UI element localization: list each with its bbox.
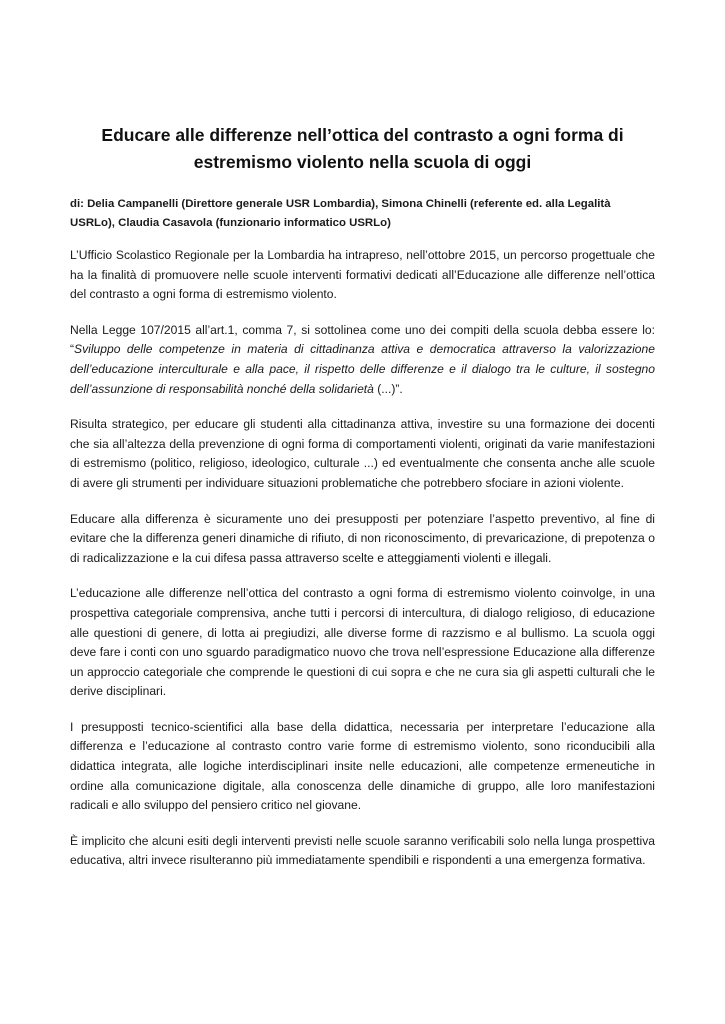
paragraph-6: I presupposti tecnico-scientifici alla base della didattica, necessaria per interpretare l’educazione alla differenza e l’educazione al contrasto contro varie forme di estremismo violento, sono riconducibili alla didattica integrata, alle logiche interdisciplinari insite nelle educazioni, alle competenze ermeneutiche in ordine alla comunicazione digitale, alla conoscenza delle dinamiche di gruppo, alle loro manifestazioni radicali e allo sviluppo del pensiero critico nel giovane. [70,719,655,813]
paragraph-2-end: (...)”. [373,381,403,396]
paragraph-4: Educare alla differenza è sicuramente uno dei presupposti per potenziare l’aspetto preventivo, al fine di evitare che la differenza generi dinamiche di rifiuto, di non riconoscimento, di prevaricazione, di prepotenza o di radicalizzazione e la cui difesa passa attraverso scelte e atteggiamenti violenti e illegali. [70,511,655,565]
document-title [70,122,655,176]
paragraph-3: Risulta strategico, per educare gli studenti alla cittadinanza attiva, investire su una formazione dei docenti che sia all’altezza della prevenzione di ogni forma di comportamenti violenti, originati da varie manifestazioni di estremismo (politico, religioso, ideologico, culturale ...) ed eventualmente che consenta anche alle scuole di avere gli strumenti per individuare situazioni problematiche che potrebbero sfociare in azioni violente. [70,417,655,490]
title-line-1: Educare alle differenze nell’ottica del contrasto a ogni forma di [101,125,624,145]
law-quote: Sviluppo delle competenze in materia di cittadinanza attiva e democratica attraverso la valorizzazione dell’educazione interculturale e alla pace, il rispetto delle differenze e il dialogo tra le culture, il sostegno dell’assunzione di responsabilità nonché della solidarietà [70,342,655,396]
paragraph-2-intro: Nella Legge 107/2015 all’art.1, comma 7, si sottolinea come uno dei compiti della scuola debba essere lo: “ [70,322,655,357]
paragraph-7: È implicito che alcuni esiti degli interventi previsti nelle scuole saranno verificabili solo nella lunga prospettiva educativa, altri invece risulteranno più immediatamente spendibili e rispondenti a una emergenza formativa. [70,833,655,868]
paragraph-5: L’educazione alle differenze nell’ottica del contrasto a ogni forma di estremismo violento coinvolge, in una prospettiva categoriale comprensiva, anche tutti i percorsi di intercultura, di dialogo religioso, di educazione alle questioni di genere, di lotta ai pregiudizi, alle diverse forme di razzismo e al bullismo. La scuola oggi deve fare i conti con uno sguardo paradigmatico nuovo che trova nell’espressione Educazione alla differenze un approccio categoriale che comprende le questioni di cui sopra e che ne cura sia gli aspetti culturali che le derive disciplinari. [70,586,655,699]
paragraph-2 [70,321,655,399]
title-line-2: estremismo violento nella scuola di oggi [193,152,532,172]
paragraph-1: L’Ufficio Scolastico Regionale per la Lombardia ha intrapreso, nell’ottobre 2015, un percorso progettuale che ha la finalità di promuovere nelle scuole interventi formativi dedicati all’Educazione alle differenze nell’ottica del contrasto a ogni forma di estremismo violento. [70,248,655,302]
authors-line: di: Delia Campanelli (Direttore generale USR Lombardia), Simona Chinelli (referente ed. alla Legalità USRLo), Claudia Casavola (funzionario informatico USRLo) [70,198,611,229]
